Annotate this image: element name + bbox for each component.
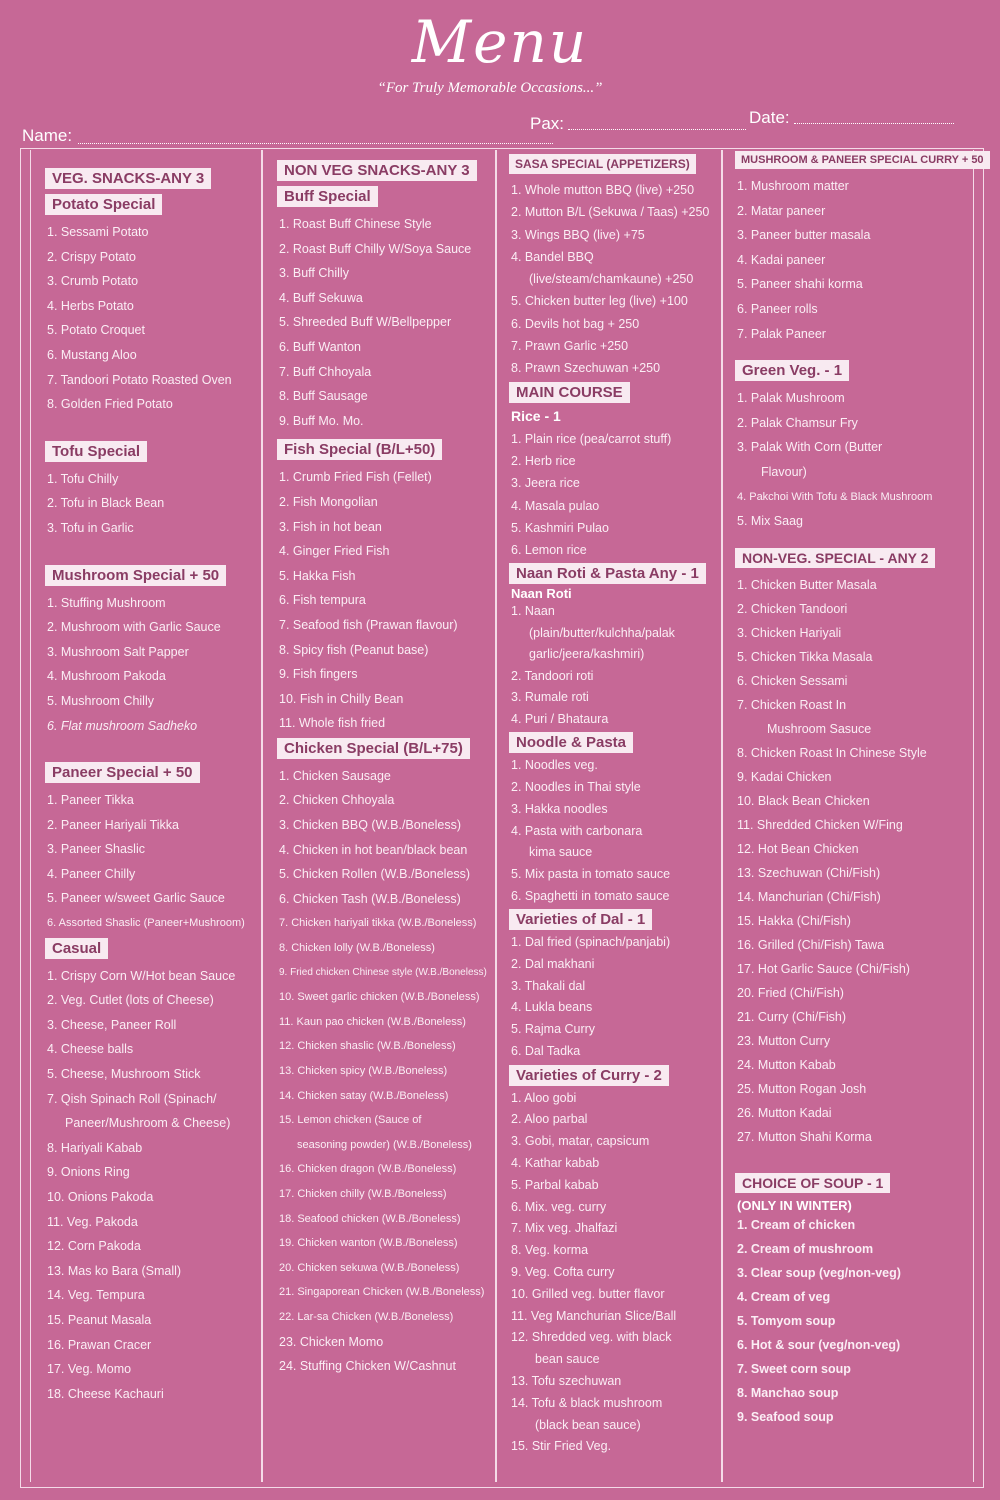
list-item: 6. Mustang Aloo — [47, 347, 137, 362]
tofu-special-heading: Tofu Special — [45, 441, 147, 462]
list-item: 13. Szechuwan (Chi/Fish) — [737, 865, 881, 880]
list-item: 18. Seafood chicken (W.B./Boneless) — [279, 1212, 461, 1225]
pax-label: Pax: — [530, 114, 565, 133]
column-non-veg-snacks — [262, 150, 496, 1482]
list-item: 8. Hariyali Kabab — [47, 1140, 143, 1155]
list-item: 9. Veg. Cofta curry — [511, 1264, 615, 1279]
list-item: 5. Parbal kabab — [511, 1177, 599, 1192]
list-item: 8. Golden Fried Potato — [47, 397, 173, 412]
list-item: 11. Veg. Pakoda — [47, 1214, 138, 1229]
list-item: 9. Seafood soup — [737, 1409, 834, 1424]
rice-heading: Rice - 1 — [511, 407, 561, 424]
list-item: 3. Chicken Hariyali — [737, 625, 842, 640]
list-item: 7. Qish Spinach Roll (Spinach/ — [47, 1091, 217, 1106]
list-item: 9. Fish fingers — [279, 667, 358, 682]
list-item: 11. Shredded Chicken W/Fing — [737, 817, 903, 832]
list-item: 20. Chicken sekuwa (W.B./Boneless) — [279, 1261, 460, 1274]
list-item: kima sauce — [529, 845, 593, 860]
list-item: 6. Flat mushroom Sadheko — [47, 718, 198, 733]
list-item: 14. Tofu & black mushroom — [511, 1395, 663, 1410]
list-item: 14. Veg. Tempura — [47, 1288, 145, 1303]
list-item: 14. Chicken satay (W.B./Boneless) — [279, 1089, 449, 1102]
list-item: 6. Buff Wanton — [279, 339, 361, 354]
list-item: 2. Palak Chamsur Fry — [737, 415, 858, 430]
list-item: 7. Chicken hariyali tikka (W.B./Boneless) — [279, 917, 477, 930]
list-item: 5. Paneer w/sweet Garlic Sauce — [47, 891, 225, 906]
list-item: 1. Mushroom matter — [737, 179, 849, 193]
date-field[interactable] — [794, 122, 954, 124]
list-item: 10. Grilled veg. butter flavor — [511, 1286, 665, 1301]
noodle-pasta-heading: Noodle & Pasta — [509, 732, 633, 753]
list-item: 8. Prawn Szechuwan +250 — [511, 361, 661, 376]
list-item: 17. Veg. Momo — [47, 1362, 132, 1377]
list-item: 17. Hot Garlic Sauce (Chi/Fish) — [737, 961, 910, 976]
veg-snacks-heading: VEG. SNACKS-ANY 3 — [45, 168, 211, 189]
non-veg-snacks-heading: NON VEG SNACKS-ANY 3 — [277, 160, 477, 181]
list-item: 9. Fried chicken Chinese style (W.B./Boneless) — [279, 966, 487, 978]
list-item: 6. Dal Tadka — [511, 1043, 581, 1058]
list-item: 6. Paneer rolls — [737, 301, 818, 316]
list-item: 2. Crispy Potato — [47, 249, 136, 264]
list-item: 4. Paneer Chilly — [47, 866, 136, 881]
dal-heading: Varieties of Dal - 1 — [509, 909, 652, 930]
list-item: 12. Corn Pakoda — [47, 1239, 141, 1254]
list-item: 1. Naan — [511, 604, 555, 619]
list-item: 1. Noodles veg. — [511, 758, 598, 773]
list-item: 4. Chicken in hot bean/black bean — [279, 842, 468, 857]
choice-of-soup-heading: CHOICE OF SOUP - 1 — [735, 1173, 890, 1193]
list-item: 3. Wings BBQ (live) +75 — [511, 227, 645, 242]
soup-season-note: (ONLY IN WINTER) — [737, 1197, 852, 1213]
column-appetizers-main — [496, 150, 722, 1482]
list-item: 19. Chicken wanton (W.B./Boneless) — [279, 1237, 458, 1250]
list-item: 1. Dal fried (spinach/panjabi) — [511, 935, 671, 950]
list-item: 5. Chicken butter leg (live) +100 — [511, 294, 688, 309]
list-item: 2. Chicken Tandoori — [737, 601, 848, 616]
paneer-special-heading: Paneer Special + 50 — [45, 762, 200, 783]
list-item: 6. Chicken Sessami — [737, 673, 848, 688]
list-item: 2. Mutton B/L (Sekuwa / Taas) +250 — [511, 205, 710, 220]
list-item: 1. Plain rice (pea/carrot stuff) — [511, 431, 672, 446]
list-item: bean sauce — [535, 1352, 600, 1367]
list-item: 3. Hakka noodles — [511, 801, 608, 816]
list-item: 4. Cream of veg — [737, 1289, 831, 1304]
list-item: 3. Thakali dal — [511, 978, 586, 993]
menu-subtitle: “For Truly Memorable Occasions...” — [377, 80, 603, 96]
list-item: 1. Palak Mushroom — [737, 391, 845, 406]
list-item: 10. Sweet garlic chicken (W.B./Boneless) — [279, 991, 480, 1004]
list-item: 24. Stuffing Chicken W/Cashnut — [279, 1359, 456, 1374]
list-item: 15. Peanut Masala — [47, 1312, 152, 1327]
list-item: 5. Tomyom soup — [737, 1313, 836, 1328]
list-item: 18. Cheese Kachauri — [47, 1386, 164, 1401]
date-label: Date: — [749, 108, 790, 127]
list-item: 7. Prawn Garlic +250 — [511, 339, 629, 354]
list-item: garlic/jeera/kashmiri) — [529, 647, 645, 662]
list-item: seasoning powder) (W.B./Boneless) — [297, 1138, 472, 1151]
list-item: 2. Tandoori roti — [511, 668, 594, 683]
list-item: 2. Veg. Cutlet (lots of Cheese) — [47, 993, 214, 1008]
list-item: 25. Mutton Rogan Josh — [737, 1081, 867, 1096]
list-item: 10. Black Bean Chicken — [737, 793, 870, 808]
list-item: 7. Buff Chhoyala — [279, 364, 372, 379]
list-item: 3. Tofu in Garlic — [47, 520, 134, 535]
list-item: 5. Mix Saag — [737, 514, 804, 529]
list-item: 4. Bandel BBQ — [511, 249, 594, 264]
list-item: (black bean sauce) — [535, 1417, 641, 1432]
list-item: 5. Chicken Rollen (W.B./Boneless) — [279, 867, 471, 882]
buff-special-heading: Buff Special — [277, 186, 378, 207]
order-details-line — [22, 108, 982, 144]
naan-roti-subheading: Naan Roti — [511, 586, 572, 602]
list-item: 5. Potato Croquet — [47, 323, 145, 338]
list-item: 11. Kaun pao chicken (W.B./Boneless) — [279, 1015, 466, 1028]
chicken-special-heading: Chicken Special (B/L+75) — [277, 738, 470, 759]
fish-special-heading: Fish Special (B/L+50) — [277, 439, 442, 460]
list-item: 3. Chicken BBQ (W.B./Boneless) — [279, 818, 462, 833]
list-item: 2. Noodles in Thai style — [511, 780, 641, 795]
list-item: 1. Tofu Chilly — [47, 471, 119, 486]
list-item: 10. Fish in Chilly Bean — [279, 691, 404, 706]
list-item: 15. Hakka (Chi/Fish) — [737, 913, 851, 928]
list-item: 2. Aloo parbal — [511, 1112, 588, 1127]
list-item: 4. Kadai paneer — [737, 252, 826, 267]
green-veg-heading: Green Veg. - 1 — [735, 360, 849, 381]
list-item: 6. Devils hot bag + 250 — [511, 316, 640, 331]
sasa-special-heading: SASA SPECIAL (APPETIZERS) — [509, 154, 696, 174]
list-item: 3. Buff Chilly — [279, 266, 349, 281]
list-item: 17. Chicken chilly (W.B./Boneless) — [279, 1187, 447, 1200]
list-item: 3. Palak With Corn (Butter — [737, 440, 883, 455]
list-item: 2. Dal makhani — [511, 957, 595, 972]
list-item: 8. Manchao soup — [737, 1385, 839, 1400]
soup-list — [731, 1213, 965, 1429]
list-item: 7. Tandoori Potato Roasted Oven — [47, 372, 232, 387]
list-item: 6. Spaghetti in tomato sauce — [511, 888, 670, 903]
list-item: 15. Stir Fried Veg. — [511, 1439, 612, 1454]
list-item: 12. Hot Bean Chicken — [737, 841, 859, 856]
mushroom-paneer-curry-heading: MUSHROOM & PANEER SPECIAL CURRY + 50 — [735, 151, 990, 169]
list-item: 1. Roast Buff Chinese Style — [279, 217, 432, 231]
menu-title: Menu — [411, 8, 589, 76]
list-item: 4. Buff Sekuwa — [279, 290, 363, 305]
list-item: 3. Rumale roti — [511, 690, 589, 705]
list-item: 13. Tofu szechuwan — [511, 1373, 622, 1388]
list-item: 1. Paneer Tikka — [47, 793, 134, 808]
list-item: (plain/butter/kulchha/palak — [529, 625, 675, 640]
list-item: 6. Chicken Tash (W.B./Boneless) — [279, 891, 461, 906]
list-item: 1. Crispy Corn W/Hot bean Sauce — [47, 968, 236, 983]
list-item: 6. Lemon rice — [511, 543, 587, 558]
list-item: 12. Chicken shaslic (W.B./Boneless) — [279, 1040, 456, 1053]
list-item: 4. Pasta with carbonara — [511, 823, 643, 838]
list-item: 11. Veg Manchurian Slice/Ball — [511, 1308, 677, 1323]
list-item: 5. Kashmiri Pulao — [511, 520, 609, 535]
list-item: 8. Veg. korma — [511, 1243, 589, 1258]
list-item: 4. Cheese balls — [47, 1042, 134, 1057]
list-item: 5. Chicken Tikka Masala — [737, 649, 873, 664]
list-item: 9. Kadai Chicken — [737, 769, 832, 784]
list-item: 5. Rajma Curry — [511, 1022, 596, 1037]
list-item: 1. Crumb Fried Fish (Fellet) — [279, 470, 432, 485]
list-item: 8. Chicken Roast In Chinese Style — [737, 745, 927, 760]
list-item: 15. Lemon chicken (Sauce of — [279, 1114, 422, 1127]
list-item: 16. Chicken dragon (W.B./Boneless) — [279, 1163, 457, 1176]
list-item: 1. Chicken Butter Masala — [737, 577, 877, 592]
column-veg-snacks — [30, 150, 262, 1482]
list-item: 1. Chicken Sausage — [279, 768, 391, 783]
list-item: 7. Chicken Roast In — [737, 697, 847, 712]
list-item: 3. Mushroom Salt Papper — [47, 644, 189, 659]
column-curries-soups — [722, 150, 984, 1482]
list-item: Mushroom Sasuce — [767, 721, 872, 736]
list-item: 4. Masala pulao — [511, 498, 600, 513]
list-item: 5. Mix pasta in tomato sauce — [511, 866, 671, 881]
list-item: 5. Cheese, Mushroom Stick — [47, 1067, 201, 1082]
list-item: 6. Fish tempura — [279, 593, 366, 608]
list-item: 2. Paneer Hariyali Tikka — [47, 817, 180, 832]
list-item: 3. Cheese, Paneer Roll — [47, 1017, 177, 1032]
list-item: 4. Puri / Bhataura — [511, 711, 609, 726]
list-item: 2. Matar paneer — [737, 203, 826, 218]
list-item: 5. Paneer shahi korma — [737, 277, 863, 292]
list-item: 3. Gobi, matar, capsicum — [511, 1134, 650, 1149]
list-item: 4. Kathar kabab — [511, 1155, 600, 1170]
list-item: 26. Mutton Kadai — [737, 1105, 832, 1120]
list-item: 5. Shreeded Buff W/Bellpepper — [279, 315, 452, 330]
list-item: 3. Clear soup (veg/non-veg) — [737, 1265, 901, 1280]
list-item: 7. Mix veg. Jhalfazi — [511, 1221, 618, 1236]
casual-heading: Casual — [45, 938, 108, 959]
list-item: 10. Onions Pakoda — [47, 1190, 154, 1204]
list-item: 9. Onions Ring — [47, 1165, 130, 1180]
list-item: Flavour) — [761, 464, 807, 479]
list-item: 2. Cream of mushroom — [737, 1241, 874, 1256]
list-item: 27. Mutton Shahi Korma — [737, 1129, 872, 1144]
list-item: 16. Prawan Cracer — [47, 1337, 152, 1352]
name-field[interactable] — [78, 142, 553, 144]
non-veg-special-heading: NON-VEG. SPECIAL - ANY 2 — [735, 548, 935, 568]
potato-special-list — [41, 220, 251, 417]
list-item: 6. Assorted Shaslic (Paneer+Mushroom) — [47, 917, 245, 930]
list-item: 1. Whole mutton BBQ (live) +250 — [511, 183, 695, 197]
list-item: Paneer/Mushroom & Cheese) — [65, 1116, 231, 1131]
list-item: 3. Paneer Shaslic — [47, 842, 145, 857]
list-item: 4. Mushroom Pakoda — [47, 669, 166, 684]
list-item: 3. Fish in hot bean — [279, 519, 382, 534]
list-item: 8. Buff Sausage — [279, 389, 368, 404]
list-item: 3. Crumb Potato — [47, 274, 139, 289]
list-item: 20. Fried (Chi/Fish) — [737, 985, 844, 1000]
naan-roti-heading: Naan Roti & Pasta Any - 1 — [509, 563, 706, 584]
list-item: 14. Manchurian (Chi/Fish) — [737, 889, 881, 904]
list-item: 4. Pakchoi With Tofu & Black Mushroom — [737, 490, 933, 503]
list-item: 1. Stuffing Mushroom — [47, 595, 166, 610]
list-item: 2. Mushroom with Garlic Sauce — [47, 620, 221, 635]
list-item: 24. Mutton Kabab — [737, 1057, 836, 1072]
list-item: 12. Shredded veg. with black — [511, 1330, 672, 1345]
list-item: 3. Paneer butter masala — [737, 228, 871, 243]
list-item: 4. Herbs Potato — [47, 298, 134, 313]
list-item: 7. Sweet corn soup — [737, 1361, 851, 1376]
list-item: 2. Tofu in Black Bean — [47, 496, 165, 511]
list-item: 4. Lukla beans — [511, 1000, 593, 1015]
list-item: 23. Mutton Curry — [737, 1033, 831, 1048]
list-item: 13. Mas ko Bara (Small) — [47, 1263, 182, 1278]
list-item: 1. Sessami Potato — [47, 225, 149, 239]
list-item: 6. Mix. veg. curry — [511, 1199, 607, 1214]
list-item: 21. Singaporean Chicken (W.B./Boneless) — [279, 1286, 485, 1299]
list-item: 22. Lar-sa Chicken (W.B./Boneless) — [279, 1310, 454, 1323]
pax-field[interactable] — [568, 128, 746, 130]
list-item: 21. Curry (Chi/Fish) — [737, 1009, 847, 1024]
list-item: 23. Chicken Momo — [279, 1334, 384, 1349]
list-item: 2. Roast Buff Chilly W/Soya Sauce — [279, 241, 472, 256]
list-item: 2. Chicken Chhoyala — [279, 793, 395, 808]
list-item: 13. Chicken spicy (W.B./Boneless) — [279, 1065, 448, 1077]
mushroom-special-heading: Mushroom Special + 50 — [45, 565, 226, 586]
list-item: 9. Buff Mo. Mo. — [279, 413, 364, 428]
list-item: 16. Grilled (Chi/Fish) Tawa — [737, 937, 885, 952]
list-item: (live/steam/chamkaune) +250 — [529, 272, 694, 287]
main-course-heading: MAIN COURSE — [509, 382, 630, 403]
list-item: 1. Cream of chicken — [737, 1217, 856, 1232]
list-item: 2. Herb rice — [511, 453, 576, 468]
potato-special-heading: Potato Special — [45, 194, 162, 215]
list-item: 11. Whole fish fried — [279, 716, 386, 731]
list-item: 3. Jeera rice — [511, 476, 580, 491]
curry-heading: Varieties of Curry - 2 — [509, 1065, 669, 1086]
list-item: 2. Fish Mongolian — [279, 494, 378, 509]
list-item: 8. Chicken lolly (W.B./Boneless) — [279, 942, 435, 955]
list-item: 1. Aloo gobi — [511, 1090, 577, 1105]
list-item: 4. Ginger Fried Fish — [279, 544, 390, 559]
list-item: 6. Hot & sour (veg/non-veg) — [737, 1337, 901, 1352]
list-item: 8. Spicy fish (Peanut base) — [279, 642, 429, 657]
list-item: 5. Mushroom Chilly — [47, 693, 154, 708]
name-label: Name: — [22, 126, 73, 145]
list-item: 5. Hakka Fish — [279, 568, 356, 583]
list-item: 7. Seafood fish (Prawan flavour) — [279, 617, 458, 632]
list-item: 7. Palak Paneer — [737, 326, 826, 341]
